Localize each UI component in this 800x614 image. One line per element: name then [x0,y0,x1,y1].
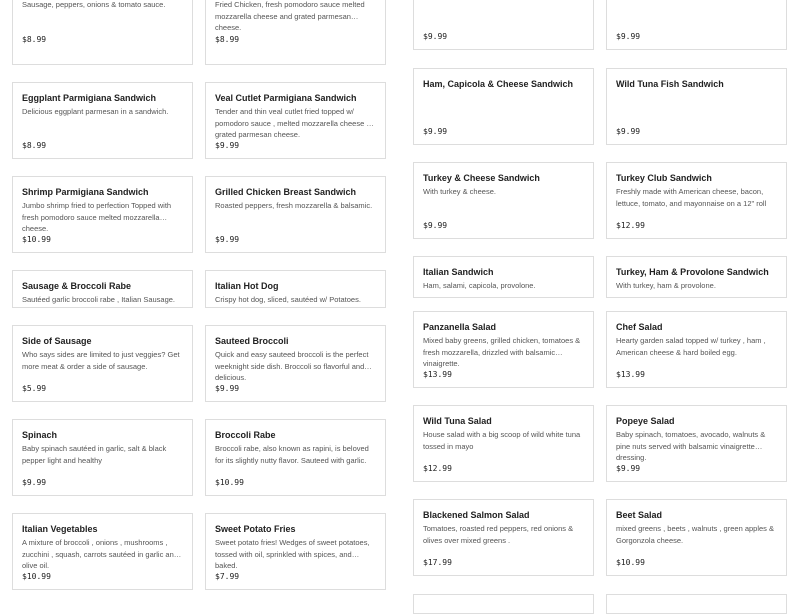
menu-item-description: With turkey, ham & provolone. [616,281,716,290]
menu-item-card-italian-sandwich[interactable] [413,256,594,298]
menu-item-description: Crispy hot dog, sliced, sautéed w/ Potatoes. [215,295,361,304]
menu-item-card[interactable] [413,594,594,614]
menu-item-name: Veal Cutlet Parmigiana Sandwich [215,93,357,103]
menu-item-card-sauteed-broccoli[interactable] [205,325,386,402]
menu-item-card-sweet-potato-fries[interactable] [205,513,386,590]
menu-item-name: Turkey Club Sandwich [616,173,712,183]
menu-item-description: Quick and easy sauteed broccoli is the perfect weeknight side dish. Broccoli so flavorful and delicious. [215,350,369,382]
menu-item-name: Turkey & Cheese Sandwich [423,173,540,183]
menu-item-name: Ham, Capicola & Cheese Sandwich [423,79,574,89]
menu-item-description: mixed greens , beets , walnuts , green apples & Gorgonzola cheese. [616,524,775,545]
menu-item-card-popeye-salad[interactable] [606,405,787,482]
menu-item-name: Blackened Salmon Salad [423,510,530,520]
menu-item-description: Tomatoes, roasted red peppers, red onions & olives over mixed greens . [423,524,574,545]
menu-item-description: Roasted peppers, fresh mozzarella & balsamic. [215,201,373,210]
menu-item-name: Grilled Chicken Breast Sandwich [215,187,357,197]
menu-item-description: Broccoli rabe, also known as rapini, is beloved for its slightly nutty flavor. Sauteed with garlic. [215,444,369,465]
menu-item-price: $9.99 [215,384,240,393]
menu-item-card-side-of-sausage[interactable] [12,325,193,402]
menu-item-description: A mixture of broccoli , onions , mushrooms , zucchini , squash, carrots sautéed in garlic and olive oil. [22,538,178,570]
menu-item-name: Turkey, Ham & Provolone Sandwich [616,267,769,277]
menu-item-card-ham-capicola-and-cheese-sandwich[interactable] [413,68,594,145]
menu-item-name: Sweet Potato Fries [215,524,296,534]
menu-item-card-panzanella-salad[interactable] [413,311,594,388]
menu-item-card[interactable] [413,0,594,50]
menu-item-description: Mixed baby greens, grilled chicken, tomatoes & fresh mozzarella, drizzled with balsamic vinaigrette. [423,336,581,368]
menu-item-name: Chef Salad [616,322,663,332]
menu-item-card-turkey-club-sandwich[interactable] [606,162,787,239]
menu-item-card-shrimp-parmigiana-sandwich[interactable] [12,176,193,253]
menu-item-price: $9.99 [215,235,240,244]
menu-item-name: Shrimp Parmigiana Sandwich [22,187,149,197]
menu-item-card-italian-sausage[interactable] [12,0,193,65]
menu-item-card-beet-salad[interactable] [606,499,787,576]
menu-item-price: $9.99 [22,478,47,487]
menu-item-description: Sweet potato fries! Wedges of sweet potatoes, tossed with oil, sprinkled with spices, and baked. [215,538,370,570]
menu-item-card[interactable] [606,0,787,50]
menu-item-name: Sauteed Broccoli [215,336,289,346]
menu-item-description: Who says sides are limited to just veggies? Get more meat & order a side of sausage. [22,350,180,371]
menu-item-description: Sausage, peppers, onions & tomato sauce. [22,0,166,9]
menu-item-description: House salad with a big scoop of wild white tuna tossed in mayo [423,430,581,451]
menu-item-card-spinach[interactable] [12,419,193,496]
menu-item-name: Beet Salad [616,510,663,520]
menu-item-price: $9.99 [215,141,240,150]
menu-item-price: $13.99 [423,370,452,379]
menu-item-card-wild-tuna-fish-sandwich[interactable] [606,68,787,145]
menu-item-card-wild-tuna-salad[interactable] [413,405,594,482]
menu-item-card-grilled-chicken-breast-sandwich[interactable] [205,176,386,253]
menu-item-price: $7.99 [215,572,240,581]
menu-item-description: Tender and thin veal cutlet fried topped w/ pomodoro sauce , melted mozzarella cheese & grated parmesan cheese. [215,107,372,139]
menu-item-price: $10.99 [22,235,51,244]
menu-item-name: Italian Hot Dog [215,281,279,291]
menu-item-price: $9.99 [616,32,641,41]
menu-item-name: Wild Tuna Fish Sandwich [616,79,724,89]
menu-item-card-broccoli-rabe[interactable] [205,419,386,496]
menu-item-description: Hearty garden salad topped w/ turkey , ham , American cheese & hard boiled egg. [616,336,766,357]
menu-item-price: $10.99 [616,558,645,567]
menu-item-card-sausage-and-broccoli-rabe[interactable] [12,270,193,308]
menu-item-price: $12.99 [616,221,645,230]
menu-item-card-blackened-salmon-salad[interactable] [413,499,594,576]
menu-item-price: $9.99 [423,32,448,41]
menu-item-name: Wild Tuna Salad [423,416,492,426]
menu-item-price: $9.99 [423,221,448,230]
menu-item-price: $10.99 [22,572,51,581]
menu-item-card[interactable] [606,594,787,614]
menu-item-card-italian-hot-dog[interactable] [205,270,386,308]
menu-item-description: Baby spinach, tomatoes, avocado, walnuts & pine nuts served with balsamic vinaigrette dressing. [616,430,766,462]
menu-item-description: Baby spinach sautéed in garlic, salt & black pepper light and healthy [22,444,167,465]
menu-item-description: Sautéed garlic broccoli rabe , Italian Sausage. [22,295,176,304]
menu-item-name: Italian Sandwich [423,267,494,277]
menu-item-name: Broccoli Rabe [215,430,276,440]
menu-item-card-turkey-ham-and-provolone-sandwich[interactable] [606,256,787,298]
menu-item-card-italian-vegetables[interactable] [12,513,193,590]
menu-item-card-eggplant-parmigiana-sandwich[interactable] [12,82,193,159]
menu-item-price: $17.99 [423,558,452,567]
menu-item-name: Sausage & Broccoli Rabe [22,281,132,291]
menu-item-price: $10.99 [215,478,244,487]
menu-item-name: Side of Sausage [22,336,92,346]
menu-item-name: Italian Vegetables [22,524,98,534]
menu-item-price: $9.99 [423,127,448,136]
menu-item-price: $8.99 [22,141,47,150]
menu-item-card-chicken-parmigiana-sandwich[interactable] [205,0,386,65]
menu-item-description: Jumbo shrimp fried to perfection Topped with fresh pomodoro sauce melted mozzarella cheese. [22,201,172,233]
menu-item-description: Fried Chicken, fresh pomodoro sauce melted mozzarella cheese and grated parmesan cheese. [215,0,365,32]
menu-item-card-chef-salad[interactable] [606,311,787,388]
menu-item-price: $5.99 [22,384,47,393]
menu-item-price: $8.99 [215,35,240,44]
menu-item-description: Ham, salami, capicola, provolone. [423,281,536,290]
menu-item-name: Eggplant Parmigiana Sandwich [22,93,157,103]
menu-item-price: $9.99 [616,127,641,136]
menu-item-description: Freshly made with American cheese, bacon, lettuce, tomato, and mayonnaise on a 12" roll [616,187,767,208]
menu-item-name: Spinach [22,430,58,440]
menu-item-card-veal-cutlet-parmigiana-sandwich[interactable] [205,82,386,159]
menu-item-price: $12.99 [423,464,452,473]
menu-item-price: $9.99 [616,464,641,473]
menu-item-card-turkey-and-cheese-sandwich[interactable] [413,162,594,239]
menu-item-description: With turkey & cheese. [423,187,496,196]
menu-item-description: Delicious eggplant parmesan in a sandwich. [22,107,169,116]
menu-item-name: Panzanella Salad [423,322,497,332]
menu-item-name: Popeye Salad [616,416,675,426]
menu-item-price: $13.99 [616,370,645,379]
menu-item-price: $8.99 [22,35,47,44]
